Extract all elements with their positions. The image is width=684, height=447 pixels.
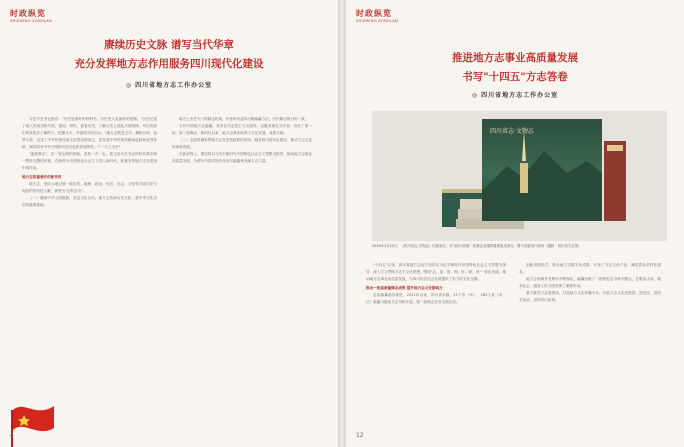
- left-header-tag: [10, 8, 52, 23]
- left-title-line1: 赓续历史文脉 谱写当代华章: [104, 39, 234, 51]
- right-col2-paragraph: 着力推进方志馆建设，打造地方文化传播平台，开展方志文化进校园、进社区、进机关活动，讲好四川故事。: [519, 291, 661, 302]
- left-col1-paragraph: "盛世修志"，在一轮全面的成就，坚持一方一志，是习近平总书记的时代要求和一整套完整的体系，在新时代中国特色社会主义进入新时代，积极发挥地方志在建设中的作用。: [22, 152, 157, 170]
- right-col2-paragraph: 地方志资源开发利用不断深化，编纂出版了一批特色志书和专题志，在服务大局、服务社会、服务人民方面发挥了重要作用。: [519, 277, 661, 288]
- book-cover-title: 四川省志·文物志: [490, 128, 534, 135]
- right-title-line1: 推进地方志事业高质量发展: [452, 52, 578, 64]
- left-header-en: SHIZHENG ZONGLAN: [10, 19, 52, 23]
- right-col1-paragraph: "十四五"以来，四川省地方志部门坚持以习近平新时代中国特色社会主义思想为指导，深入学习贯彻习近平文化思想，围绕"志、鉴、馆、网、库、研、用"一体化发展，推动地方志事业高质量发展，为四川经济社会发展提供了有力的文化支撑。: [366, 263, 506, 281]
- left-page: [0, 0, 338, 447]
- left-col1-paragraph: （一）赓续中华文明根脉，坚定文化自信。地方志传承历史文化，是中华文化自信的重要基础。: [22, 196, 157, 207]
- left-page-number: 4: [10, 432, 14, 439]
- left-author: ◎ 四川省地方志工作办公室: [125, 82, 213, 89]
- left-col2-paragraph: （二）全面准确发挥地方志存史资政教化作用，服务四川现代化建设，推动方志文化传承和发展。: [172, 138, 312, 149]
- right-section-heading: 推出一批高质量修志成果 提升地方志文化影响力: [366, 286, 443, 290]
- right-column-1: [366, 262, 506, 422]
- left-col2-paragraph: 在新征程上，要坚持以习近平新时代中国特色社会主义思想为指导，推动地方志事业高质量发展，为谱写中国式现代化四川新篇章贡献方志力量。: [172, 152, 312, 163]
- left-column-1: [22, 116, 157, 406]
- right-page-number: 12: [356, 432, 364, 439]
- photo-caption: 2024年1月22日，《四川省志·文物志》出版发行，作为四川省第二轮修志成果的重要组成部分，图为出版发行现场（摄影：四川省方志馆）: [372, 244, 582, 248]
- left-column-2: [172, 116, 312, 406]
- right-column-2: [519, 262, 661, 422]
- right-author: ◎ 四川省地方志工作办公室: [471, 92, 559, 99]
- right-header-en: SHIZHENG ZONGLAN: [356, 19, 398, 23]
- left-header-zh: 时政纵览: [10, 8, 46, 18]
- left-title-line2: 充分发挥地方志作用服务四川现代化建设: [74, 58, 264, 70]
- book-display-illustration: [372, 111, 667, 241]
- book-display-photo: [372, 111, 667, 241]
- right-title-line2: 书写"十四五"方志答卷: [462, 71, 568, 83]
- left-col1-paragraph: 地方志，是综合地记载一地自然、地理、政治、经济、社会、文化等方面历史与现状的资料性文献，被誉为"百科全书"。: [22, 182, 157, 193]
- right-header-zh: 时政纵览: [356, 8, 392, 18]
- left-col2-paragraph: 当代中国地方志编纂，坚持以马克思主义为指导，以服务现实为宗旨，历经了第一轮、第二轮修志。新时代以来，地方志事业取得了长足发展，成果丰硕。: [172, 124, 312, 135]
- book-gutter: [338, 0, 346, 447]
- right-col2-paragraph: 创新出版形式，推出地方志数字化成果，开发了方志文化产品，满足群众多样化需求。: [519, 263, 661, 274]
- left-section-heading: 地方志的重要作用和作用: [22, 175, 62, 179]
- left-col1-paragraph: 习近平总书记指出："历史是最好的教科书，历史是人类最好的老师。"历史记述了前人的成功和失败、重视、研究、借鉴历史，了解历史上治乱兴衰规律，可以给我们带来很多了解昨天、把握今天、开创明天的启示。"地方志既是古今、横跨百科、包罗万象，记述了中华民族传承文化的各种形态，是发展中华民族的精神血脉和优秀传统，保持原有中华文明的历史记忆和民族特性。""一方之全史": [22, 117, 157, 149]
- left-col2-paragraph: 地方上历史专门的修志机构，作者和有益的出版编纂方法。历代修志的目的一致。: [179, 117, 309, 121]
- right-col1-paragraph: 志鉴编纂稳步推进。2021年以来，四川省本级、21个市（州）、183个县（市、区）编纂出版地方志书和年鉴，第二轮修志任务全面完成。: [366, 293, 506, 304]
- right-header-tag: [356, 8, 398, 23]
- right-page: [346, 0, 684, 447]
